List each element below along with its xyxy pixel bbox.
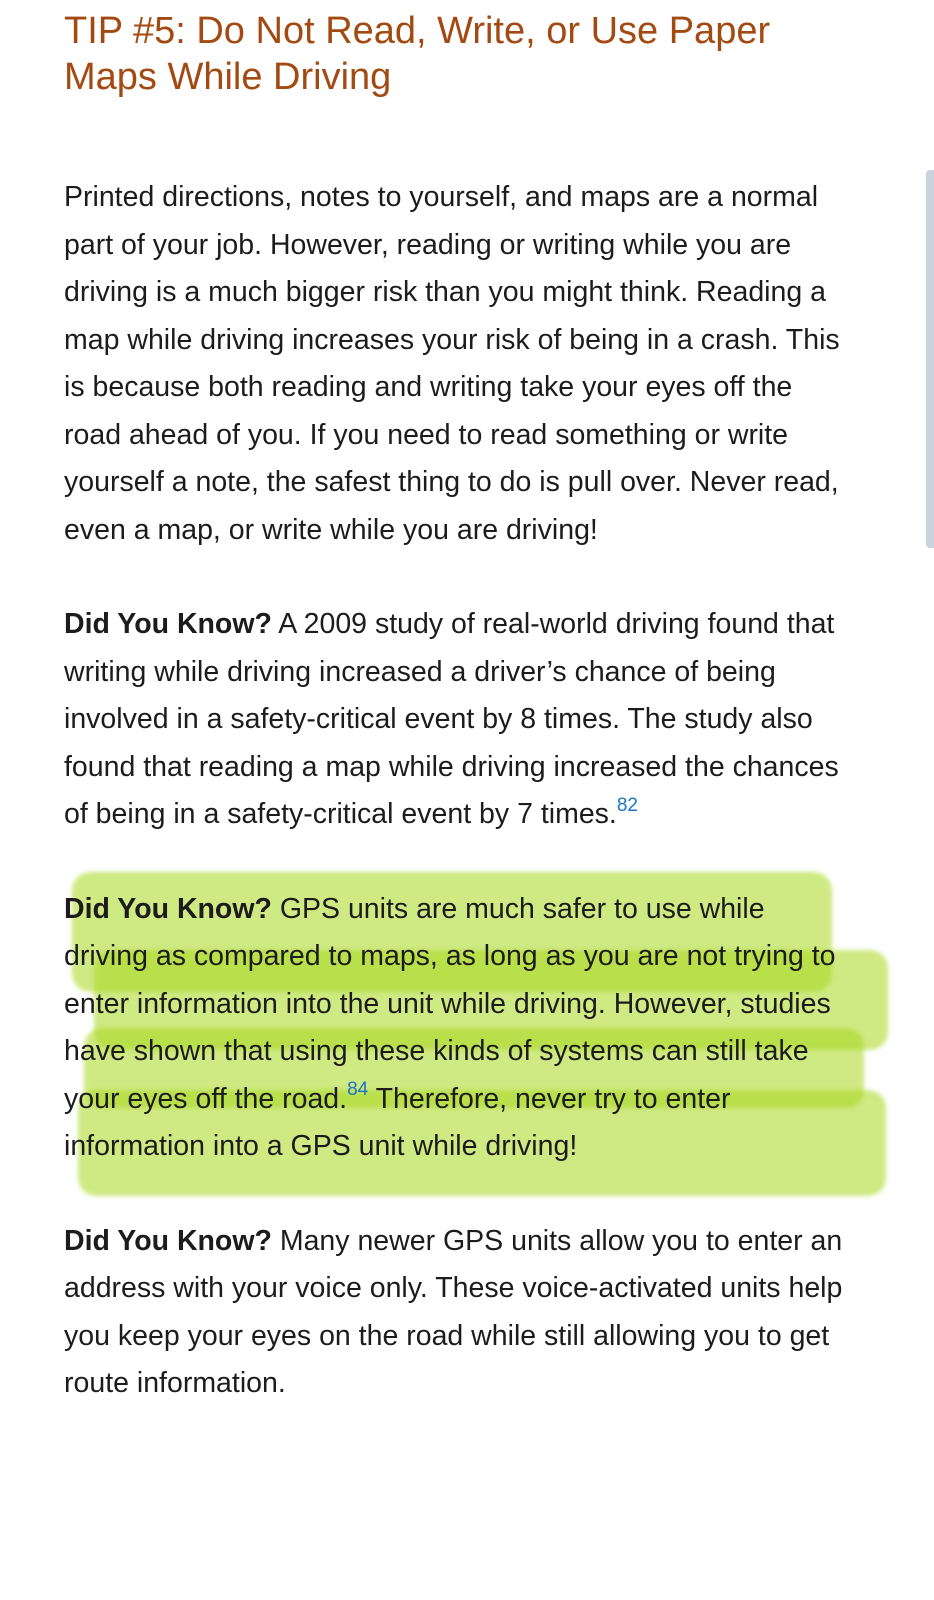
did-you-know-gps-highlighted (64, 886, 854, 1171)
did-you-know-study (64, 601, 854, 839)
intro-paragraph: Printed directions, notes to yourself, and maps are a normal part of your job. However, reading or writing while you are driving is a much bigger risk than you might think. Reading a map while driving increases your risk of being in a crash. This is because both reading and writing take your eyes off the road ahead of you. If you need to read something or write yourself a note, the safest thing to do is pull over. Never read, even a map, or write while you are driving! (64, 181, 840, 546)
scrollbar[interactable] (926, 170, 934, 548)
tip-title: TIP #5: Do Not Read, Write, or Use Paper Maps While Driving (64, 10, 771, 98)
did-you-know-label: Did You Know? (64, 892, 272, 925)
gps-text-before: GPS units are much safer to use while driving as compared to maps, as long as you are not trying to enter information into the unit while driving. However, studies have shown that using these kinds of systems can still take your eyes off the road. (64, 892, 836, 1115)
did-you-know-label: Did You Know? (64, 608, 272, 640)
gps-text-after: Therefore, never try to enter information into a GPS unit while driving! (64, 1082, 731, 1162)
study-text: A 2009 study of real-world driving found that writing while driving increased a driver’s chance of being involved in a safety-critical event by 8 times. The study also found that reading a map while driving increased the chances of being in a safety-critical event by 7 times. (64, 608, 839, 830)
footnote-ref-82[interactable]: 82 (616, 794, 638, 816)
voice-text: Many newer GPS units allow you to enter an address with your voice only. These voice-activated units help you keep your eyes on the road while still allowing you to get route information. (64, 1224, 843, 1399)
did-you-know-voice (64, 1218, 854, 1408)
footnote-ref-84[interactable]: 84 (347, 1079, 369, 1100)
did-you-know-label: Did You Know? (64, 1224, 272, 1257)
article-body (64, 8, 854, 1408)
